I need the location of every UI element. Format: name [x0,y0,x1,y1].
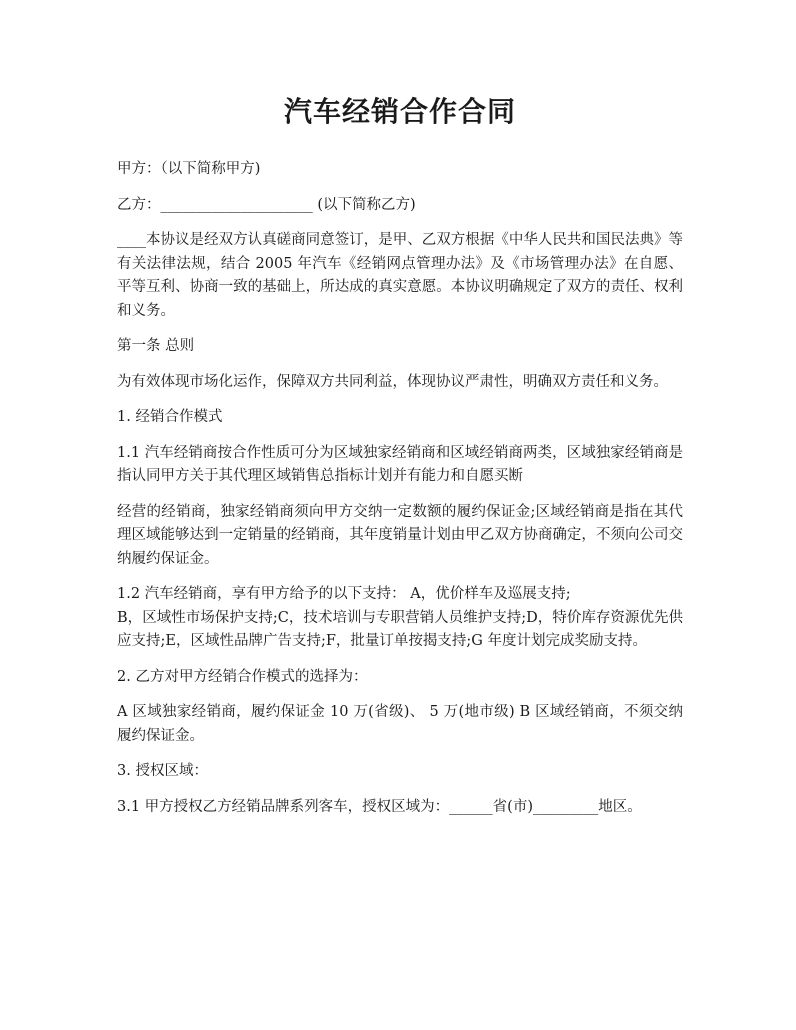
section-2-text: A 区域独家经销商，履约保证金 10 万(省级)、 5 万(地市级) B 区域经销商，不须交纳履约保证金。 [117,704,683,744]
section-2-heading: 2. 乙方对甲方经销合作模式的选择为： [117,668,368,685]
section-1-2-first-line: 1.2 汽车经销商，享有甲方给予的以下支持： A，优价样车及巡展支持; [117,586,571,602]
section-1-1-continuation: 经营的经销商，独家经销商须向甲方交纳一定数额的履约保证金;区域经销商是指在其代理区域能够达到一定销量的经销商，其年度销量计划由甲乙双方协商确定，不须向公司交纳履约保证金。 [117,503,683,567]
section-1-2-support-list: B，区域性市场保护支持;C，技术培训与专职营销人员维护支持;D，特价库存资源优先供应支持;E，区域性品牌广告支持;F，批量订单按揭支持;G 年度计划完成奖励支持。 [117,609,683,649]
section-1-1-text: 1.1 汽车经销商按合作性质可分为区域独家经销商和区域经销商两类，区域独家经销商是指认同甲方关于其代理区域销售总指标计划并有能力和自愿买断 [117,444,683,484]
section-3-heading: 3. 授权区域： [117,763,208,779]
section-1-2-block [117,583,683,654]
intro-paragraph: ____本协议是经双方认真磋商同意签订，是甲、乙双方根据《中华人民共和国民法典》等有关法律法规，结合 2005 年汽车《经销网点管理办法》及《市场管理办法》在自愿、平等互利、协商一致的基础上，所达成的真实意愿。本协议明确规定了双方的责任、权利和义务。 [117,232,683,319]
document-page [117,92,683,831]
document-title: 汽车经销合作合同 [283,95,516,128]
party-a-line: 甲方：（以下简称甲方) [117,161,261,177]
party-b-line: 乙方：_____________________ (以下简称乙方) [117,196,416,213]
section-1-heading: 1. 经销合作模式 [117,409,223,425]
article-1-heading: 第一条 总则 [117,338,195,354]
section-3-1-text: 3.1 甲方授权乙方经销品牌系列客车，授权区域为：______省(市)_________地区。 [117,798,642,815]
article-1-text: 为有效体现市场化运作，保障双方共同利益，体现协议严肃性，明确双方责任和义务。 [117,373,668,390]
